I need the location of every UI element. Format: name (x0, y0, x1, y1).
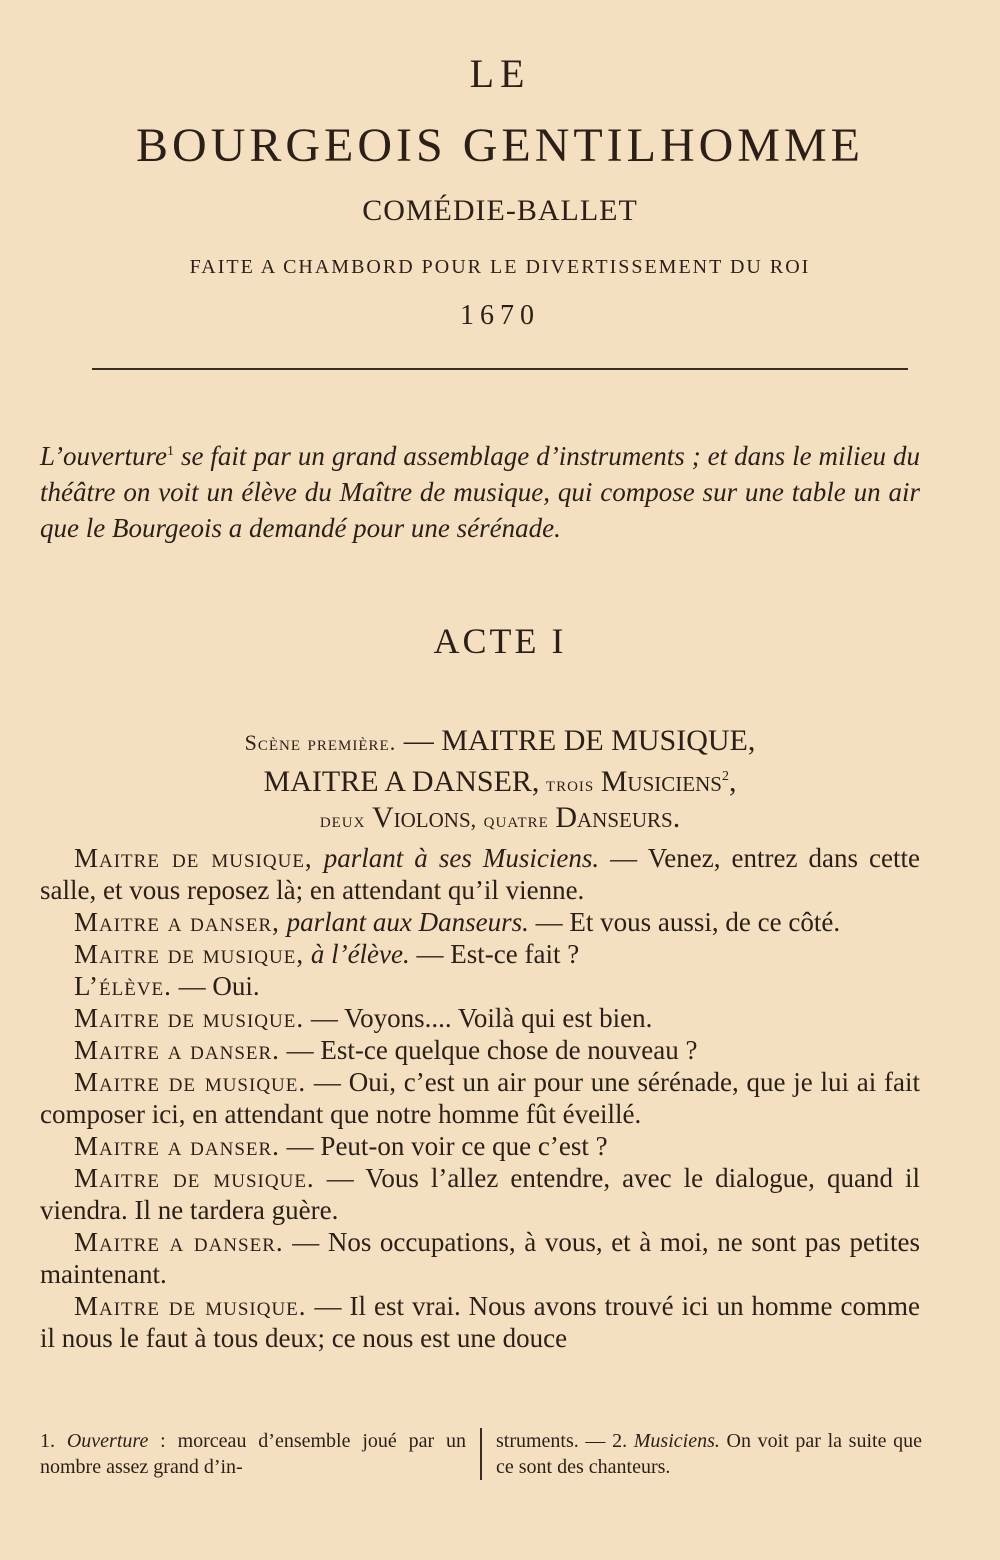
scene-line3-a: deux (319, 807, 372, 832)
speaker-name: Maitre a danser. (74, 1227, 284, 1257)
spoken-text: — Est-ce quelque chose de nouveau ? (279, 1035, 698, 1065)
spoken-text: — Nos occupations, à vous, et à moi, ne sont pas petites maintenant. (40, 1227, 920, 1289)
dedication-line: FAITE A CHAMBORD POUR LE DIVERTISSEMENT DU ROI (189, 256, 811, 278)
intro-start: L’ouverture (40, 441, 167, 471)
intro-rest: se fait par un grand assemblage d’instruments ; et dans le milieu du théâtre on voit un élève du Maître de musique, qui compose sur une table un air que le Bourgeois a demandé pour une sérénade. (40, 441, 920, 543)
dialogue (40, 842, 920, 1354)
dialogue-line (40, 1226, 920, 1290)
speaker-name: Maitre de musique. (74, 1291, 307, 1321)
scene-heading (40, 724, 960, 837)
scene-character-1: MAITRE DE MUSIQUE, (441, 724, 756, 757)
footnotes (40, 1428, 922, 1480)
speaker-name: Maitre de musique, (74, 939, 305, 969)
spoken-text: — Vous l’allez entendre, avec le dialogue, quand il viendra. Il ne tardera guère. (40, 1163, 920, 1225)
speaker-name: Maitre de musique. (74, 1003, 305, 1033)
spoken-text: — Peut-on voir ce que c’est ? (279, 1131, 608, 1161)
scene-character-3: Musiciens (600, 765, 722, 798)
year: 1670 (460, 300, 540, 331)
footnote-2-prefix: struments. — 2. (496, 1430, 634, 1452)
footnote-1-text: : morceau d’ensemble joué par un nombre assez grand d’in- (40, 1430, 467, 1478)
footnote-mark-2: 2 (721, 769, 729, 784)
dialogue-line (40, 1034, 920, 1066)
spoken-text: — Oui. (171, 971, 260, 1001)
spoken-text: — Et vous aussi, de ce côté. (528, 907, 841, 937)
scene-line3-c: , quatre (470, 807, 556, 832)
dialogue-line (40, 1290, 920, 1354)
spoken-text: — Oui, c’est un air pour une sérénade, que je lui ai fait composer ici, en attendant que notre homme fût éveillé. (40, 1067, 921, 1129)
stage-direction: parlant aux Danseurs. (279, 907, 529, 937)
dialogue-line (40, 1066, 920, 1130)
stage-direction: parlant à ses Musiciens. (312, 843, 600, 873)
play-subtitle: COMÉDIE-BALLET (362, 194, 638, 227)
spoken-text: — Est-ce fait ? (409, 939, 580, 969)
dialogue-line (40, 1002, 920, 1034)
dialogue-line (40, 1130, 920, 1162)
footnote-1-term: Ouverture (66, 1430, 149, 1452)
spoken-text: — Voyons.... Voilà qui est bien. (304, 1003, 653, 1033)
footnote-2-text: On voit par la suite que ce sont des chanteurs. (496, 1430, 922, 1478)
spoken-text: — Il est vrai. Nous avons trouvé ici un homme comme il nous le faut à tous deux; ce nous est une douce (40, 1291, 920, 1353)
footnote-mark-1: 1 (166, 444, 174, 459)
speaker-name: Maitre a danser. (74, 1035, 280, 1065)
stage-direction: à l’élève. (304, 939, 410, 969)
footnote-1-number: 1. (40, 1430, 67, 1452)
play-title: BOURGEOIS GENTILHOMME (136, 119, 864, 172)
dialogue-line (40, 906, 920, 938)
speaker-name: L’élève. (74, 971, 172, 1001)
dialogue-line (40, 938, 920, 970)
title-divider (92, 368, 908, 370)
scene-line3-e: . (672, 801, 681, 834)
opening-stage-direction (40, 434, 920, 546)
scene-character-3-pre: trois (539, 771, 601, 796)
speaker-name: Maitre de musique, (74, 843, 313, 873)
footnote-2-term: Musiciens. (633, 1430, 720, 1452)
spoken-text: — Venez, entrez dans cette salle, et vous reposez là; en attendant qu’il vienne. (40, 843, 920, 905)
dialogue-line (40, 842, 920, 906)
speaker-name: Maitre de musique. (74, 1163, 315, 1193)
footnote-left (40, 1428, 480, 1480)
act-title: ACTE I (433, 621, 567, 661)
scene-line3-d: Danseurs (555, 801, 673, 834)
scene-character-2: MAITRE A DANSER, (263, 765, 540, 798)
dialogue-line (40, 970, 920, 1002)
dialogue-line (40, 1162, 920, 1226)
scene-character-3-post: , (728, 765, 737, 798)
speaker-name: Maitre de musique. (74, 1067, 307, 1097)
speaker-name: Maitre a danser. (74, 1131, 280, 1161)
scene-dash: — (396, 724, 442, 757)
scene-line3-b: Violons (371, 801, 471, 834)
speaker-name: Maitre a danser, (74, 907, 280, 937)
scene-label: Scène première. (244, 730, 397, 755)
title-article: LE (469, 51, 531, 96)
footnote-right (480, 1428, 922, 1480)
